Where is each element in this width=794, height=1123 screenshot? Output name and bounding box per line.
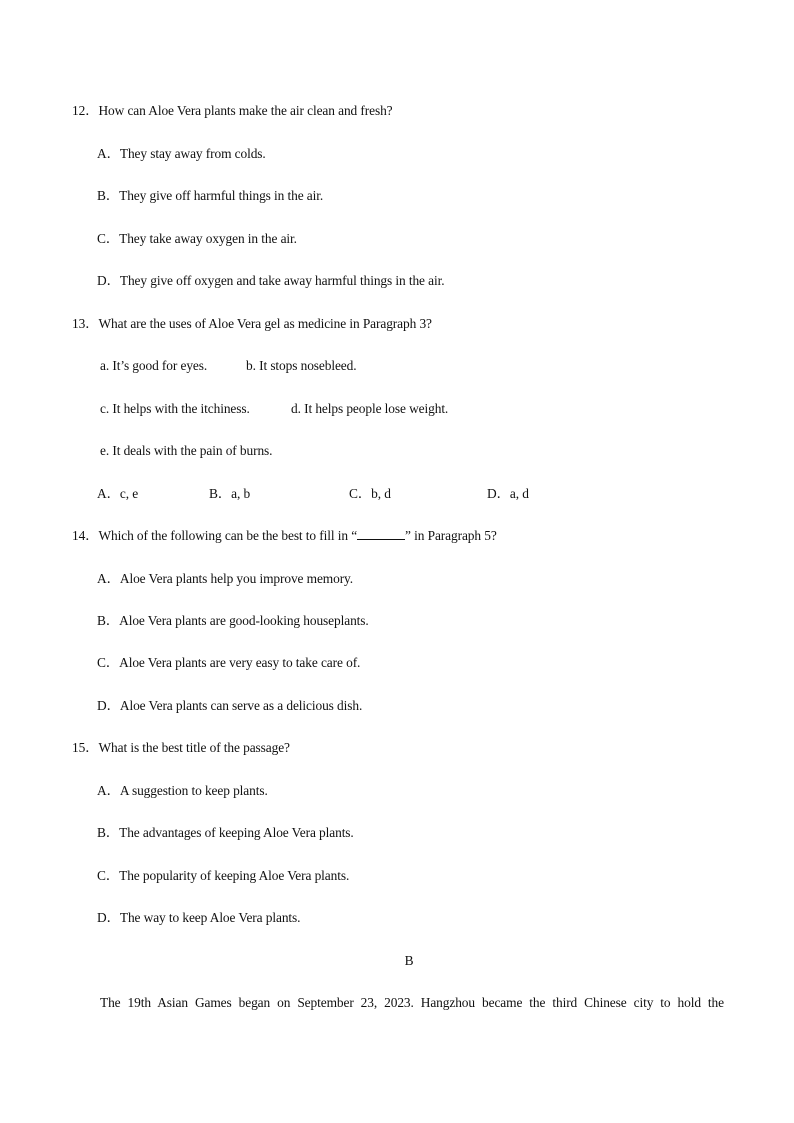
- option-letter: D．: [97, 910, 120, 925]
- option-a[interactable]: [97, 783, 268, 799]
- sub-item-c: c. It helps with the itchiness.: [100, 401, 250, 416]
- option-text: c, e: [119, 486, 139, 501]
- option-letter: A．: [97, 783, 120, 798]
- option-text: A suggestion to keep plants.: [119, 783, 268, 798]
- passage-first-line: The 19th Asian Games began on September 23, 2023. Hangzhou became the third Chinese city to hold the: [100, 995, 724, 1010]
- option-text: Aloe Vera plants can serve as a delicious dish.: [119, 698, 363, 713]
- option-letter: B．: [97, 188, 120, 203]
- option-a[interactable]: [97, 486, 138, 502]
- question-number: 13．: [72, 316, 99, 331]
- question-text: How can Aloe Vera plants make the air clean and fresh?: [98, 103, 393, 118]
- option-text: Aloe Vera plants are very easy to take care of.: [119, 655, 361, 670]
- option-a[interactable]: [97, 146, 266, 162]
- option-d[interactable]: [97, 273, 444, 289]
- option-text: b, d: [371, 486, 391, 501]
- option-letter: C．: [97, 868, 120, 883]
- option-text: The advantages of keeping Aloe Vera plants.: [119, 825, 354, 840]
- question-12: [72, 103, 393, 119]
- option-letter: A．: [97, 146, 120, 161]
- option-letter: C．: [97, 655, 120, 670]
- option-b[interactable]: [97, 188, 323, 204]
- option-c[interactable]: [97, 231, 297, 247]
- question-number: 12．: [72, 103, 99, 118]
- option-d[interactable]: [97, 910, 300, 926]
- option-b[interactable]: [209, 486, 250, 502]
- option-letter: A．: [97, 571, 120, 586]
- option-b[interactable]: [97, 825, 354, 841]
- option-text: The popularity of keeping Aloe Vera plants.: [119, 868, 350, 883]
- question-number: 14．: [72, 528, 99, 543]
- sub-item-a: a. It’s good for eyes.: [100, 358, 208, 373]
- section-heading: B: [404, 953, 414, 968]
- question-15: [72, 740, 290, 756]
- option-c[interactable]: [349, 486, 391, 502]
- option-text: They give off harmful things in the air.: [119, 188, 324, 203]
- option-letter: B．: [209, 486, 232, 501]
- sub-item-b: b. It stops nosebleed.: [246, 358, 357, 373]
- option-d[interactable]: [487, 486, 529, 502]
- question-text: What are the uses of Aloe Vera gel as medicine in Paragraph 3?: [98, 316, 432, 331]
- option-c[interactable]: [97, 655, 360, 671]
- option-d[interactable]: [97, 698, 362, 714]
- option-letter: C．: [349, 486, 372, 501]
- option-letter: C．: [97, 231, 120, 246]
- option-text: They give off oxygen and take away harmful things in the air.: [119, 273, 445, 288]
- option-letter: B．: [97, 613, 120, 628]
- option-letter: D．: [487, 486, 510, 501]
- option-a[interactable]: [97, 571, 353, 587]
- option-letter: D．: [97, 698, 120, 713]
- option-text: a, b: [231, 486, 251, 501]
- question-text-after: ” in Paragraph 5?: [405, 528, 497, 543]
- option-text: Aloe Vera plants are good-looking houseplants.: [119, 613, 369, 628]
- option-b[interactable]: [97, 613, 369, 629]
- option-letter: A．: [97, 486, 120, 501]
- option-text: They stay away from colds.: [119, 146, 266, 161]
- option-text: a, d: [509, 486, 529, 501]
- question-text: What is the best title of the passage?: [98, 740, 290, 755]
- option-c[interactable]: [97, 868, 349, 884]
- fill-in-blank: [357, 528, 405, 540]
- option-letter: D．: [97, 273, 120, 288]
- option-text: The way to keep Aloe Vera plants.: [119, 910, 301, 925]
- option-text: They take away oxygen in the air.: [119, 231, 297, 246]
- question-14: [72, 528, 497, 544]
- question-13: [72, 316, 432, 332]
- option-letter: B．: [97, 825, 120, 840]
- sub-item-e: e. It deals with the pain of burns.: [100, 443, 273, 458]
- sub-item-d: d. It helps people lose weight.: [291, 401, 449, 416]
- question-number: 15．: [72, 740, 99, 755]
- question-text-before: Which of the following can be the best to fill in “: [98, 528, 358, 543]
- option-text: Aloe Vera plants help you improve memory.: [119, 571, 354, 586]
